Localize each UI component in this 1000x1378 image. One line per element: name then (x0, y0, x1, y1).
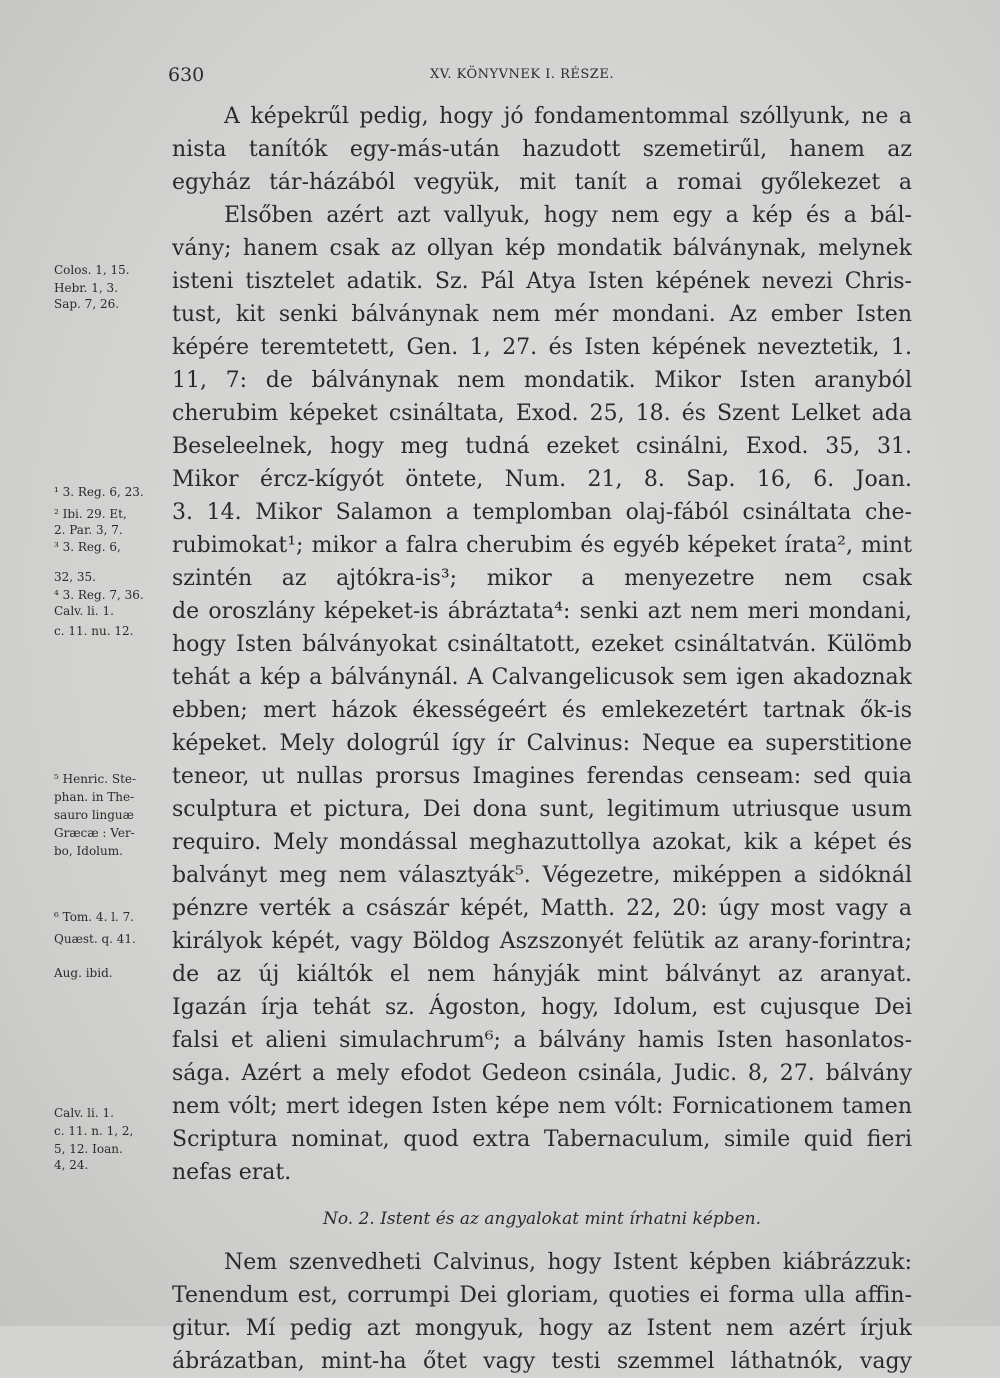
text-line: képére teremtetett, Gen. 1, 27. és Isten képének neveztetik, 1. (172, 335, 912, 360)
margin-note: Sap. 7, 26. (54, 297, 120, 311)
text-line: Igazán írja tehát sz. Ágoston, hogy, Idolum, est cujusque Dei (172, 995, 912, 1020)
text-line: vány; hanem csak az ollyan kép mondatik bálványnak, melynek (172, 236, 912, 261)
margin-note: ⁴ 3. Reg. 7, 36. (54, 588, 144, 602)
text-line: ábrázatban, mint-ha őtet vagy testi szemmel láthatnók, vagy (172, 1349, 912, 1374)
text-line: tehát a kép a bálványnál. A Calvangelicusok sem igen akadoznak (172, 665, 912, 690)
margin-note: Quæst. q. 41. (54, 932, 136, 946)
margin-note: 32, 35. (54, 570, 96, 584)
margin-note: Calv. li. 1. (54, 604, 114, 618)
margin-note: Hebr. 1, 3. (54, 281, 119, 295)
margin-note: phan. in The- (54, 790, 135, 804)
text-line: falsi et alieni simulachrum⁶; a bálvány hamis Isten hasonlatos- (172, 1028, 912, 1053)
margin-note: ² Ibi. 29. Et, (54, 507, 127, 521)
margin-note: ³ 3. Reg. 6, (54, 540, 121, 554)
page-header (168, 64, 908, 90)
text-line: egyház tár-házából vegyük, mit tanít a romai győlekezet a (172, 170, 912, 195)
margin-note: Colos. 1, 15. (54, 263, 130, 277)
margin-note: Calv. li. 1. (54, 1106, 114, 1120)
text-line: A képekrűl pedig, hogy jó fondamentommal szóllyunk, ne a (224, 104, 912, 129)
text-line: gitur. Mí pedig azt mongyuk, hogy az Istent nem azért írjuk (172, 1316, 912, 1341)
text-line: cherubim képeket csináltata, Exod. 25, 18. és Szent Lelket ada (172, 401, 912, 426)
margin-note: Græcæ : Ver- (54, 826, 135, 840)
margin-note: 2. Par. 3, 7. (54, 523, 123, 537)
text-line: nem vólt; mert idegen Isten képe nem vólt: Fornicationem tamen (172, 1094, 912, 1119)
text-line: 11, 7: de bálványnak nem mondatik. Mikor Isten aranyból (172, 368, 912, 393)
margin-note: sauro linguæ (54, 808, 134, 822)
text-line: Beseleelnek, hogy meg tudná ezeket csinálni, Exod. 35, 31. (172, 434, 912, 459)
text-line: sculptura et pictura, Dei dona sunt, legitimum utriusque usum (172, 797, 912, 822)
margin-note: bo, Idolum. (54, 844, 123, 858)
text-line: képeket. Mely dologrúl így ír Calvinus: Neque ea superstitione (172, 731, 912, 756)
text-line: nefas erat. (172, 1160, 292, 1185)
text-line: Nem szenvedheti Calvinus, hogy Istent képben kiábrázzuk: (224, 1250, 912, 1275)
text-line: balványt meg nem választyák⁵. Végezetre, miképpen a sidóknál (172, 863, 912, 888)
text-line: 3. 14. Mikor Salamon a templomban olaj-fából csináltata che- (172, 500, 912, 525)
text-line: Scriptura nominat, quod extra Tabernaculum, simile quid fieri (172, 1127, 912, 1152)
body-text (172, 100, 912, 1378)
margin-note: ⁶ Tom. 4. l. 7. (54, 910, 135, 924)
text-line: Elsőben azért azt vallyuk, hogy nem egy a kép és a bál- (224, 203, 912, 228)
text-line: szintén az ajtókra-is³; mikor a menyezetre nem csak (172, 566, 912, 591)
margin-note: Aug. ibid. (54, 966, 113, 980)
text-line: sága. Azért a mely efodot Gedeon csinála, Judic. 8, 27. bálvány (172, 1061, 912, 1086)
text-line: rubimokat¹; mikor a falra cherubim és egyéb képeket írata², mint (172, 533, 912, 558)
text-line: de oroszlány képeket-is ábráztata⁴: senki azt nem meri mondani, (172, 599, 912, 624)
text-line: requiro. Mely mondással meghazuttollya azokat, kik a képet és (172, 830, 912, 855)
text-line: ebben; mert házok ékességeért és emlekezetért tartnak ők-is (172, 698, 912, 723)
text-line: hogy Isten bálványokat csináltatott, ezeket csináltatván. Külömb (172, 632, 912, 657)
text-line: Mikor ércz-kígyót öntete, Num. 21, 8. Sap. 16, 6. Joan. (172, 467, 912, 492)
text-line: nista tanítók egy-más-után hazudott szemetirűl, hanem az (172, 137, 912, 162)
text-line: Tenendum est, corrumpi Dei gloriam, quoties ei forma ulla affin- (172, 1283, 912, 1308)
text-line: teneor, ut nullas prorsus Imagines ferendas censeam: sed quia (172, 764, 912, 789)
margin-note: 4, 24. (54, 1158, 89, 1172)
text-line: isteni tisztelet adatik. Sz. Pál Atya Isten képének nevezi Chris- (172, 269, 912, 294)
section-heading: No. 2. Istent és az angyalokat mint írhatni képben. (322, 1209, 762, 1229)
margin-note: c. 11. nu. 12. (54, 624, 134, 638)
margin-note: ⁵ Henric. Ste- (54, 772, 137, 786)
running-head: XV. KÖNYVNEK I. RÉSZE. (430, 67, 614, 82)
margin-note: c. 11. n. 1, 2, (54, 1124, 134, 1138)
page-number: 630 (168, 64, 205, 86)
margin-note: ¹ 3. Reg. 6, 23. (54, 485, 144, 499)
text-line: de az új kiáltók el nem hányják mint bálványt az aranyat. (172, 962, 912, 987)
text-line: királyok képét, vagy Böldog Aszszonyét felütik az arany-forintra; (172, 929, 912, 954)
text-line: pénzre verték a császár képét, Matth. 22, 20: úgy most vagy a (172, 896, 912, 921)
margin-note: 5, 12. Ioan. (54, 1142, 123, 1156)
text-line: tust, kit senki bálványnak nem mér mondani. Az ember Isten (172, 302, 912, 327)
